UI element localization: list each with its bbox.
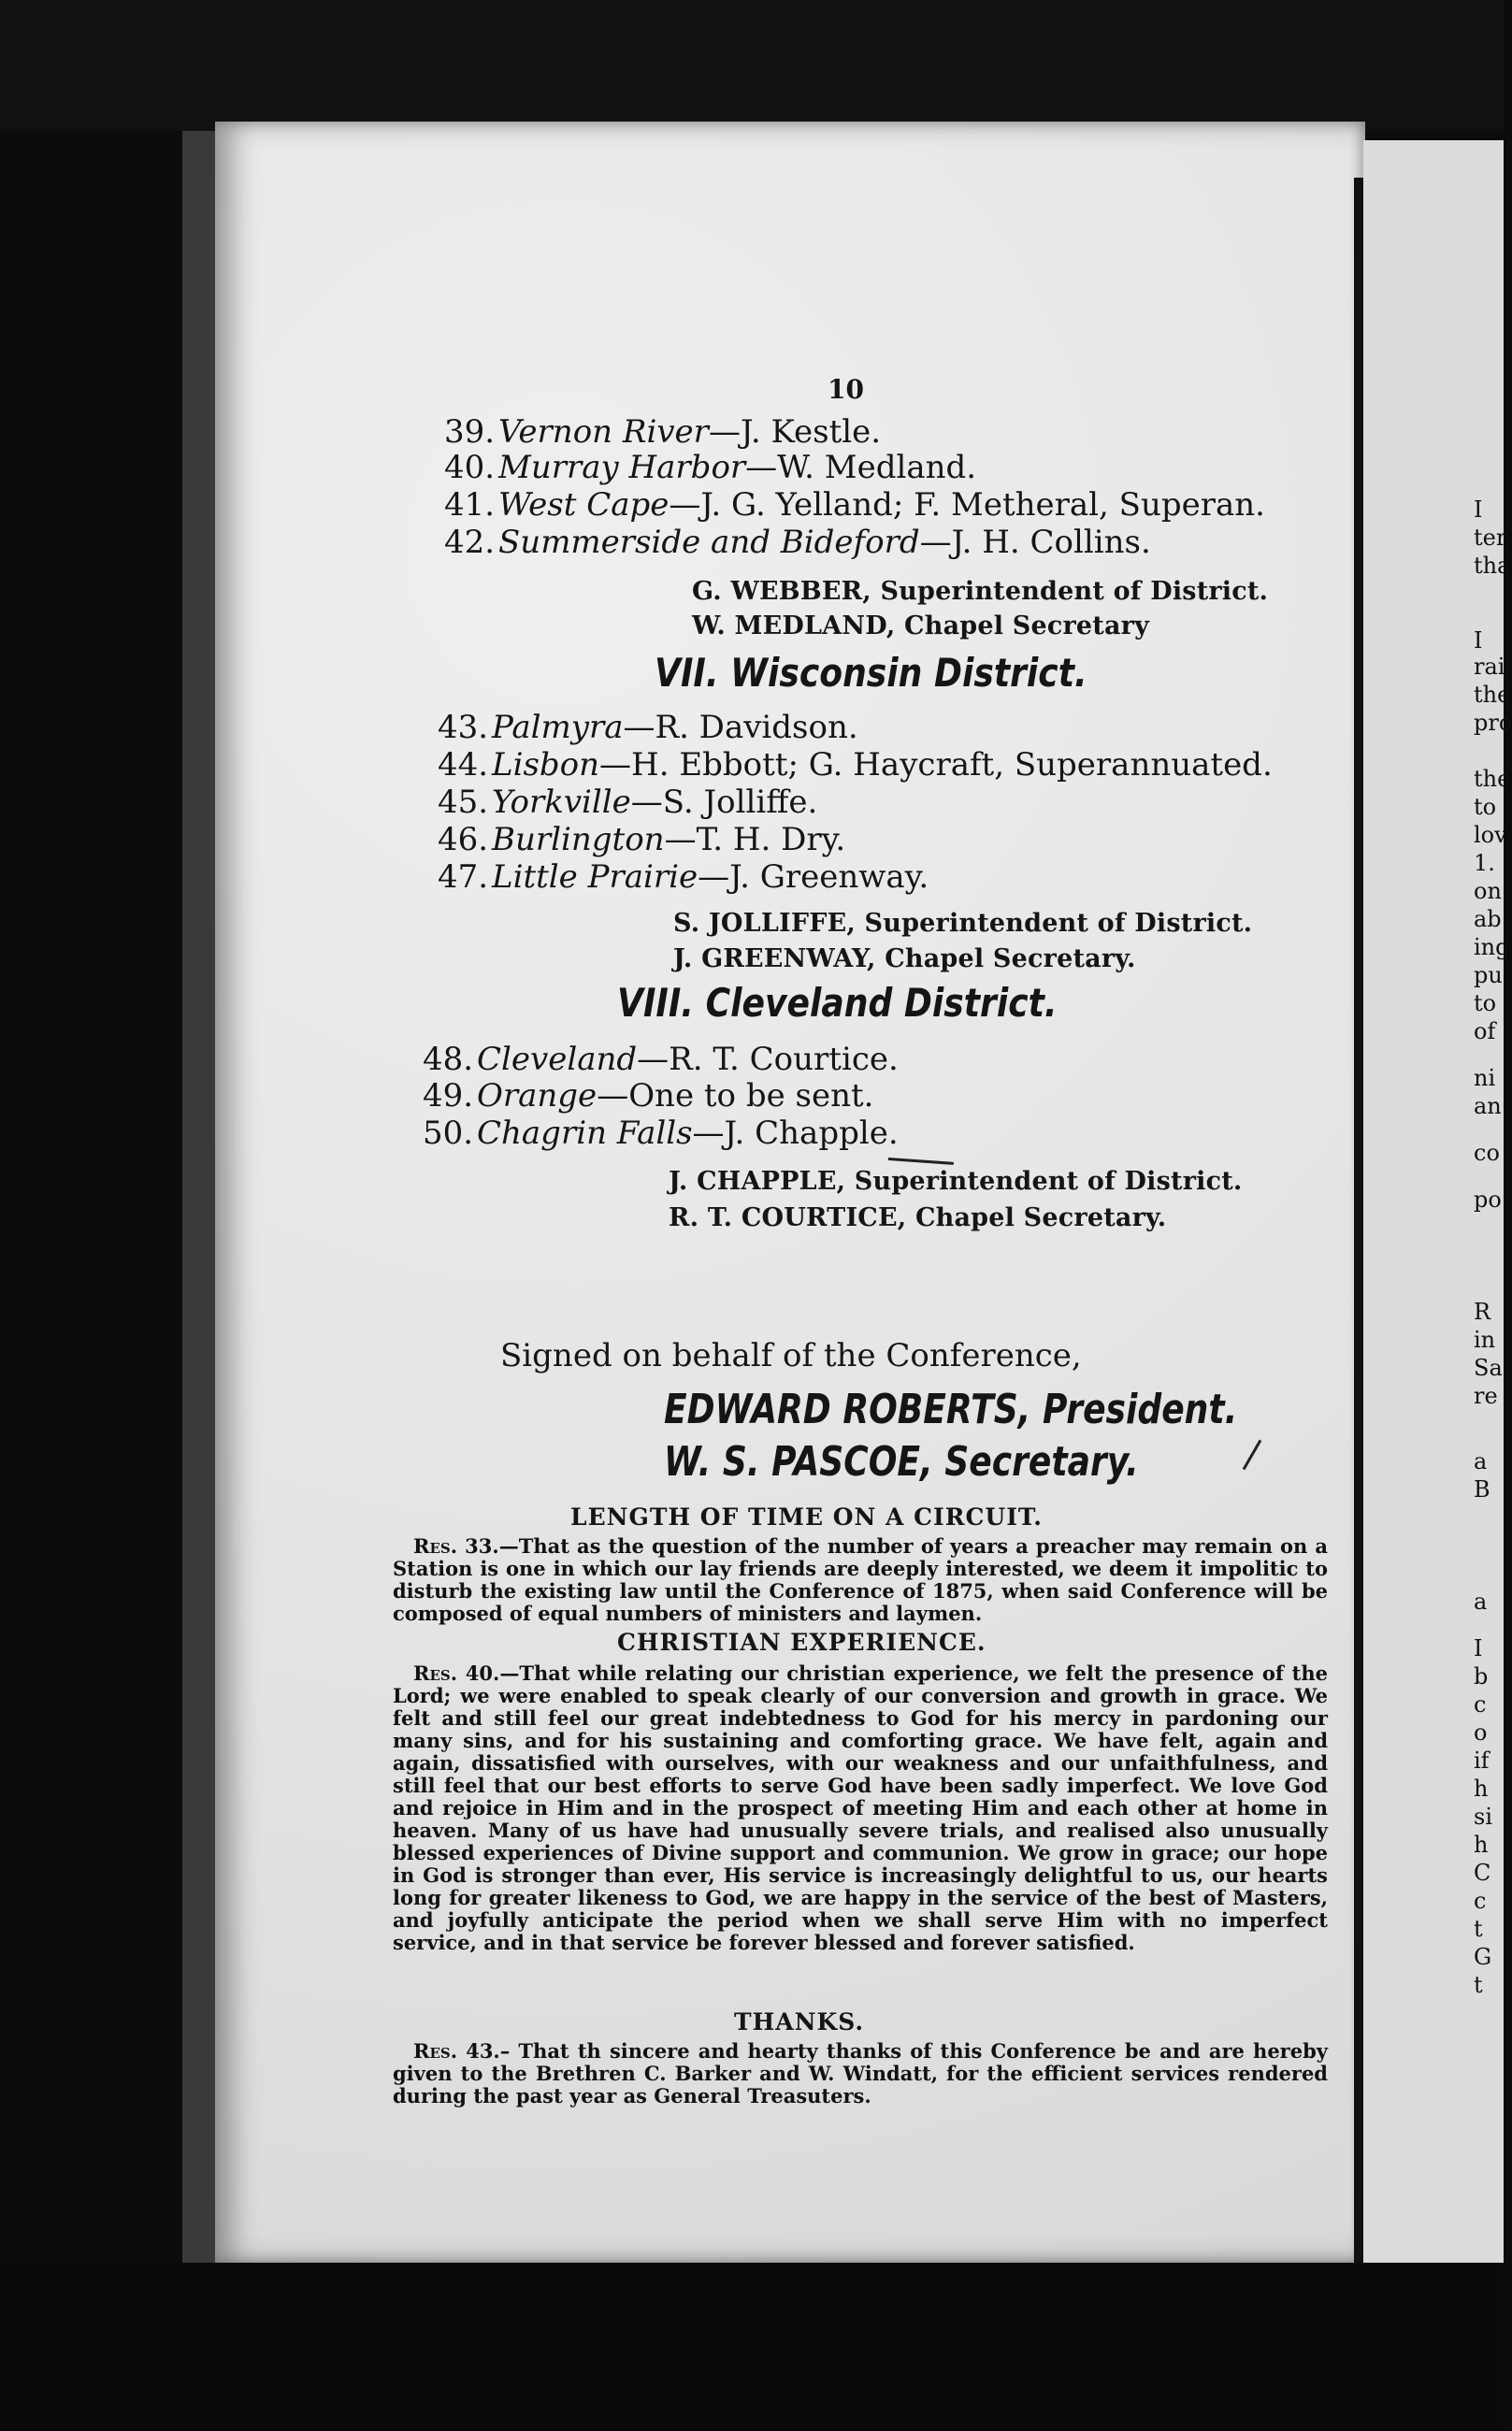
facing-page-fragment: lov [1474, 822, 1507, 848]
resolution-40 [393, 1662, 1328, 1954]
district-superintendent: S. JOLLIFFE, Superintendent of District. [673, 909, 1253, 938]
appointment-number: 46. [438, 821, 489, 858]
district-heading-cleveland: VIII. Cleveland District. [617, 980, 1058, 1026]
facing-page-fragment: of [1474, 1018, 1496, 1044]
page-number: 10 [828, 374, 864, 405]
district-heading-wisconsin: VII. Wisconsin District. [655, 650, 1087, 696]
facing-page-fragment: ing [1474, 934, 1510, 960]
appointment-preacher: —H. Ebbott; G. Haycraft, Superannuated. [599, 746, 1273, 784]
facing-page-fragment: C [1474, 1860, 1491, 1886]
appointment-number: 39. [444, 413, 496, 451]
appointment-preacher: —R. Davidson. [623, 709, 858, 746]
facing-page-fragment: in [1474, 1327, 1496, 1353]
facing-page-fragment: c [1474, 1691, 1487, 1718]
facing-page-fragment: t [1474, 1916, 1483, 1942]
district-superintendent: J. CHAPPLE, Superintendent of District. [669, 1167, 1243, 1196]
appointment-place: Orange [477, 1077, 598, 1115]
appointment-number: 48. [423, 1041, 474, 1078]
facing-page-fragment: ab [1474, 906, 1502, 932]
appointment-place: Summerside and Bideford [498, 524, 920, 561]
resolution-text: – That th sincere and hearty thanks of this Conference be and are hereby given to the Brethren C. Barker and W. Windatt, for the efficient services rendered during the past year as General Treasuters. [393, 2039, 1328, 2107]
appointment-preacher: —J. H. Collins. [919, 524, 1151, 561]
facing-page-fragment: on [1474, 878, 1502, 904]
facing-page-fragment: B [1474, 1476, 1490, 1503]
appointment-50 [423, 1115, 899, 1152]
facing-page-fragment: co [1474, 1140, 1500, 1166]
facing-page-fragment: G [1474, 1944, 1492, 1970]
book-gutter [1354, 178, 1363, 2263]
facing-page-fragment: re [1474, 1383, 1498, 1409]
district-superintendent: G. WEBBER, Superintendent of District. [692, 577, 1269, 606]
appointment-39 [444, 413, 881, 451]
president-signature: EDWARD ROBERTS, President. [664, 1386, 1238, 1433]
appointment-preacher: —S. Jolliffe. [630, 784, 818, 821]
facing-page-fragment: pro [1474, 710, 1512, 736]
appointment-place: Yorkville [492, 784, 631, 821]
chapel-secretary: R. T. COURTICE, Chapel Secretary. [669, 1203, 1167, 1232]
resolution-33 [393, 1535, 1328, 1625]
appointment-place: Vernon River [498, 413, 709, 451]
appointment-place: Chagrin Falls [477, 1115, 693, 1152]
appointment-42 [444, 524, 1151, 561]
chapel-secretary: J. GREENWAY, Chapel Secretary. [673, 944, 1136, 973]
appointment-place: Palmyra [492, 709, 624, 746]
facing-page-fragment: a [1474, 1448, 1488, 1474]
appointment-preacher: —J. Kestle. [708, 413, 882, 451]
appointment-number: 43. [438, 709, 489, 746]
appointment-44 [438, 746, 1273, 784]
facing-page-fragment: b [1474, 1663, 1489, 1690]
appointment-preacher: —W. Medland. [745, 449, 977, 486]
facing-page-fragment: I [1474, 627, 1483, 654]
appointment-preacher: —J. G. Yelland; F. Metheral, Superan. [669, 486, 1265, 524]
resolution-43 [393, 2040, 1328, 2107]
facing-page-fragment: to [1474, 990, 1497, 1016]
appointment-preacher: —J. Chapple. [692, 1115, 899, 1152]
facing-page-fragment: if [1474, 1748, 1490, 1774]
appointment-place: Burlington [492, 821, 665, 858]
facing-page-edge [1363, 140, 1512, 2263]
appointment-49 [423, 1077, 873, 1115]
facing-page-fragment: to [1474, 794, 1497, 820]
appointment-preacher: —T. H. Dry. [664, 821, 846, 858]
appointment-preacher: —One to be sent. [597, 1077, 874, 1115]
appointment-number: 41. [444, 486, 496, 524]
section-heading-length: LENGTH OF TIME ON A CIRCUIT. [570, 1503, 1044, 1531]
resolution-ref: Res. 40. [413, 1661, 500, 1685]
facing-page-fragment: R [1474, 1299, 1491, 1325]
facing-page-fragment: c [1474, 1888, 1487, 1914]
facing-page-fragment: h [1474, 1776, 1489, 1802]
facing-page-fragment: the [1474, 682, 1511, 708]
appointment-43 [438, 709, 858, 746]
appointment-41 [444, 486, 1265, 524]
appointment-preacher: —J. Greenway. [698, 858, 929, 896]
appointment-place: West Cape [498, 486, 670, 524]
appointment-number: 50. [423, 1115, 474, 1152]
facing-page-fragment: the [1474, 766, 1511, 792]
document-page [215, 122, 1365, 2263]
appointment-number: 44. [438, 746, 489, 784]
resolution-ref: Res. 43. [413, 2039, 500, 2063]
facing-page-fragment: an [1474, 1093, 1502, 1119]
facing-page-fragment: o [1474, 1719, 1488, 1746]
scan-border-bottom [0, 2263, 1504, 2431]
appointment-place: Lisbon [492, 746, 600, 784]
pencil-mark [888, 1158, 954, 1165]
appointment-45 [438, 784, 817, 821]
resolution-text: —That while relating our christian experience, we felt the presence of the Lord; we were enabled to speak clearly of our conversion and growth in grace. We felt and still feel our great indebtedness to God for his mercy in pardoning our many sins, and for his sustaining and comforting grace. We have felt, again and again, dissatisfied with ourselves, with our weakness and our unfaithfulness, and still feel that our best efforts to serve God have been sadly imperfect. We love God and rejoice in Him and in the prospect of meeting Him and each other at home in heaven. Many of us have had unusually severe trials, and realised also unusually blessed experiences of Divine support and communion. We grow in grace; our hope in God is stronger than ever, His service is increasingly delightful to us, our hearts long for greater likeness to God, we are happy in the service of the best of Masters, and joyfully anticipate the period when we shall serve Him with no imperfect service, and in that service be forever blessed and forever satisfied. [393, 1661, 1328, 1954]
appointment-number: 40. [444, 449, 496, 486]
appointment-40 [444, 449, 976, 486]
appointment-46 [438, 821, 845, 858]
appointment-place: Cleveland [477, 1041, 638, 1078]
appointment-place: Little Prairie [492, 858, 698, 896]
pencil-mark [1243, 1440, 1262, 1471]
facing-page-fragment: h [1474, 1832, 1489, 1858]
facing-page-fragment: I [1474, 1635, 1483, 1661]
chapel-secretary: W. MEDLAND, Chapel Secretary [692, 611, 1149, 640]
page-content [215, 122, 1365, 2263]
facing-page-fragment: ni [1474, 1065, 1496, 1091]
facing-page-fragment: ter [1474, 525, 1507, 551]
resolution-text: —That as the question of the number of years a preacher may remain on a Station is one in which our lay friends are deeply interested, we deem it impolitic to disturb the existing law until the Conference of 1875, when said Conference will be composed of equal numbers of ministers and laymen. [393, 1534, 1328, 1625]
scan-border-top [0, 0, 1504, 131]
facing-page-fragment: 1. [1474, 850, 1495, 876]
appointment-number: 49. [423, 1077, 474, 1115]
secretary-signature: W. S. PASCOE, Secretary. [664, 1438, 1139, 1486]
facing-page-fragment: tha [1474, 553, 1511, 579]
facing-page-fragment: rai [1474, 654, 1505, 680]
appointment-number: 42. [444, 524, 496, 561]
appointment-preacher: —R. T. Courtice. [637, 1041, 899, 1078]
facing-page-fragment: t [1474, 1972, 1483, 1998]
resolution-ref: Res. 33. [413, 1534, 499, 1558]
appointment-47 [438, 858, 929, 896]
appointment-number: 45. [438, 784, 489, 821]
facing-page-fragment: po [1474, 1187, 1502, 1213]
signed-line: Signed on behalf of the Conference, [500, 1337, 1082, 1374]
facing-page-fragment: Sa [1474, 1355, 1503, 1381]
appointment-place: Murray Harbor [498, 449, 746, 486]
facing-page-fragment: pu [1474, 962, 1503, 988]
facing-page-fragment: I [1474, 496, 1483, 523]
section-heading-thanks: THANKS. [734, 2008, 865, 2035]
section-heading-experience: CHRISTIAN EXPERIENCE. [617, 1629, 986, 1656]
facing-page-fragment: si [1474, 1804, 1492, 1830]
appointment-number: 47. [438, 858, 489, 896]
facing-page-fragment: a [1474, 1589, 1488, 1615]
appointment-48 [423, 1041, 899, 1078]
